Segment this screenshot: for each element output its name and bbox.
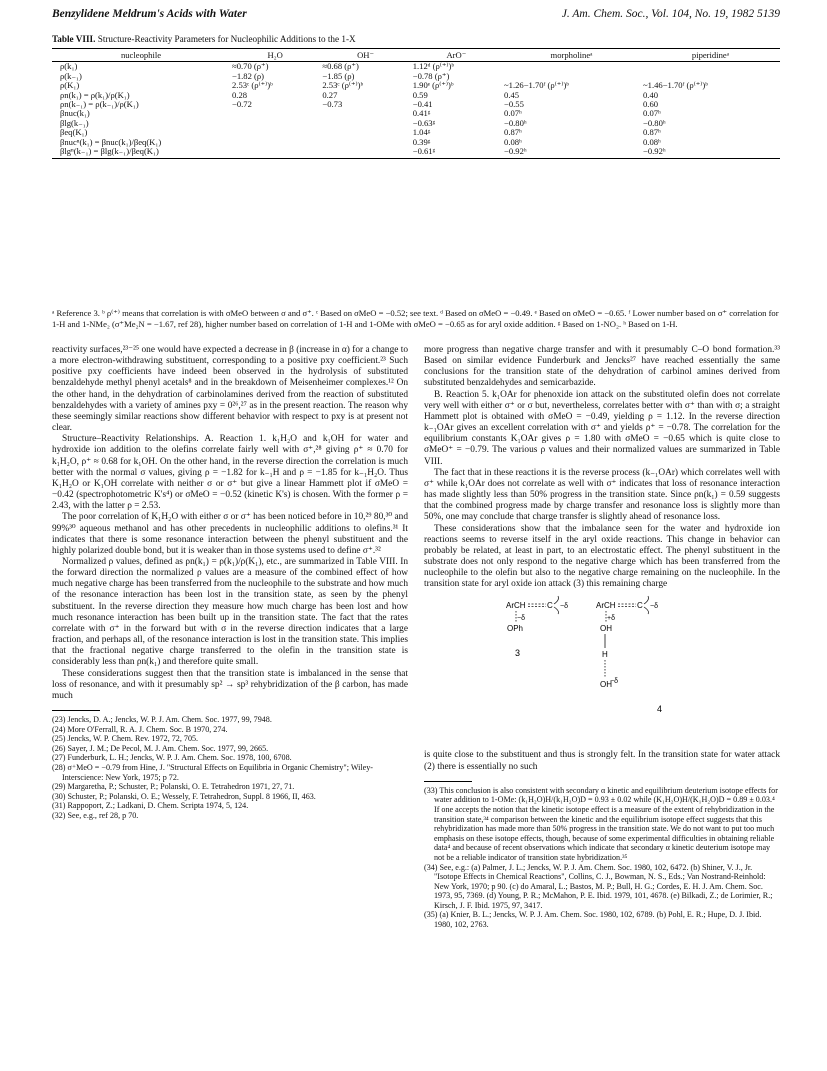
reference: (28) σ⁺MeO = −0.79 from Hine, J. "Structural Effects on Equilibria in Organic Chemistry"; Wiley-Interscience: New York, 1975; p 72.	[52, 762, 373, 782]
reference: (24) More O'Ferrall, R. A. J. Chem. Soc. B 1970, 274.	[52, 724, 228, 734]
table-cell: 0.27	[322, 89, 338, 100]
table-cell: −0.80ʰ	[643, 117, 666, 128]
struct3-delta-minus: −δ	[560, 603, 568, 611]
table-cell	[320, 138, 410, 147]
reference: (35) (a) Knier, B. L.; Jencks, W. P. J. Am. Chem. Soc. 1980, 102, 6789. (b) Pohl, E. R.; Hupe, D. J. Ibid. 1980, 102, 2763.	[424, 910, 762, 930]
row-label: βlgⁿ(k₋₁) = βlg(k₋₁)/βeq(K₁)	[52, 147, 230, 159]
right-references	[424, 786, 780, 930]
table-cell: ~1.46−1.70ᶠ (ρ⁽⁺⁾)ᵇ	[643, 80, 708, 91]
running-header-right: J. Am. Chem. Soc., Vol. 104, No. 19, 1982 5139	[561, 8, 780, 20]
table-cell: 2.53ᶜ (ρ⁽⁺⁾)ᵇ	[232, 80, 273, 91]
table-cell: −0.61ᵍ	[411, 147, 502, 159]
table-cell: ≈0.70 (ρ⁺)	[232, 61, 269, 72]
table-cell	[230, 109, 320, 118]
right-paragraph: more progress than negative charge transfer and with it presumably C–O bond formation.³³ Based on similar evidence Funderburk and Jencks²⁷ have reached essentially the same conclusions for the transition state of the dehydration of carbinol amines derived from substituted benzaldehydes and semicarbazide.	[424, 345, 780, 389]
table-cell: −0.78 (ρ⁺)	[412, 70, 450, 81]
table-cell	[320, 147, 410, 159]
row-label: ρn(k₋₁) = ρ(k₋₁)/ρ(K₁)	[60, 99, 139, 110]
table-cell	[230, 147, 320, 159]
table-cell: −0.63ᵍ	[412, 117, 436, 128]
struct4-h: H	[602, 650, 608, 660]
table-cell	[320, 119, 410, 128]
table-cell	[502, 62, 641, 72]
table-row	[52, 147, 780, 159]
row-label: βlg(k₋₁)	[60, 117, 89, 128]
column-header: piperidineᵃ	[641, 49, 780, 62]
table-cell: 0.41ᵍ	[412, 108, 431, 119]
table-footnotes: ᵃ Reference 3. ᵇ ρ⁽⁺⁾ means that correlation is with σMeO between σ and σ⁺. ᶜ Based on σMeO = −0.52; see text. ᵈ Based on σMeO = −0.49. ᵉ Based on σMeO = −0.65. ᶠ Lower number based on σ⁺ correlation for 1-H and 1-NMe₂ (σ⁺Me₂N = −1.67, ref 28), higher number based on correlation of 1-H and 1-OMe with σMeO = −0.65 as for aryl oxide addition. ᵍ Based on 1-NO₂. ʰ Based on 1-H.	[52, 308, 779, 329]
row-label: βnucⁿ(k₁) = βnuc(k₁)/βeq(K₁)	[60, 136, 162, 147]
column-header: nucleophile	[52, 49, 230, 62]
struct4-ring-arc	[644, 596, 649, 614]
table-cell: 0.87ʰ	[643, 127, 661, 138]
reference: (32) See, e.g., ref 28, p 70.	[52, 810, 139, 820]
right-column	[424, 345, 780, 930]
table-cell: −0.72	[232, 99, 252, 110]
reference: (34) See, e.g.: (a) Palmer, J. L.; Jencks, W. P. J. Am. Chem. Soc. 1980, 102, 6472. (b) Shiner, V. J., Jr. "Isotope Effects in Chemical Reactions", Collins, C. J., Bowman, N. S., Eds.; Van Nostrand-Reinhold: New York, 1970; p 90. (c) do Amaral, L.; Bastos, M. P.; Bull, H. G.; Cordes, E. H. J. Am. Chem. Soc. 1973, 95, 7369. (d) Young, P. R.; McMahon, P. E. Ibid. 1979, 101, 4678. (e) Bilkadi, Z.; de Lorimier, R.; Kirsch, J. F. Ibid. 1975, 97, 3417.	[424, 862, 773, 910]
table-cell	[320, 128, 410, 137]
table-cell	[320, 109, 410, 118]
journal-page	[52, 0, 780, 1071]
struct3-arch: ArCH	[506, 601, 526, 611]
right-paragraph: The fact that in these reactions it is the reverse process (k₋₁OAr) which correlates well with σ⁺ while k₁OAr does not correlate as well with σ⁺ indicates that loss of resonance interaction has made slightly less than 50% progress in the transition state. Since ρn(k₁) = 0.59 suggests that the combined progress made by charge transfer and resonance loss is slightly more than 50%, one may conclude that charge transfer is slightly ahead of resonance loss.	[424, 467, 780, 523]
structure-reactivity-table	[52, 48, 780, 159]
column-header: OH⁻	[320, 49, 410, 62]
table-cell: 0.28	[232, 89, 248, 100]
table-cell: −0.80ʰ	[504, 117, 527, 128]
struct3-carbon: C	[547, 601, 553, 611]
right-paragraph: is quite close to the substituent and thus is strongly felt. In the transition state for water attack (2) there is essentially no such	[424, 750, 780, 772]
table-body	[52, 62, 780, 159]
left-paragraph: The poor correlation of K₁H₂O with either σ or σ⁺ has been noticed before in 10,²⁹ 80,³⁰ and 99%³⁰ aqueous methanol and has other precedents in nucleophilic additions to olefins.³¹ It indicates that there is some resonance interaction between the phenyl substituent and the highly polarized double bond, but it is weaker than in those systems used to define σ⁺.³²	[52, 512, 408, 556]
table-cell: 0.39ᵍ	[412, 136, 431, 147]
table-cell: ~1.26−1.70ᶠ (ρ⁽⁺⁾)ᵇ	[504, 80, 569, 91]
struct3-label: 3	[515, 648, 521, 659]
table-cell: −1.85 (ρ)	[322, 70, 355, 81]
table-cell: −1.82 (ρ)	[232, 70, 265, 81]
reference: (29) Margaretha, P.; Schuster, P.; Polanski, O. E. Tetrahedron 1971, 27, 71.	[52, 782, 295, 792]
table-cell: 0.08ʰ	[643, 136, 661, 147]
struct3-oph: OPh	[507, 624, 524, 634]
running-header	[52, 8, 780, 24]
table-cell: −0.55	[504, 99, 524, 110]
left-paragraph: reactivity surfaces,²³⁻²⁵ one would have expected a decrease in β (increase in α) for a change to a more electron-withdrawing substituent, corresponding to a positive pxy coefficient.²³ Such positive pxy coefficients have indeed been observed in the hydrolysis of substituted benzaldehyde methyl phenyl acetals⁸ and in the breakdown of Meisenheimer complexes.¹² On the other hand, in the dehydration of carbinolamines derived from the reaction of substituted benzaldehydes with a variety of amines pxy = 0²⁶,²⁷ as in the present reaction. The reason why these seemingly similar reactions show different behavior with respect to pxy is at present not clear.	[52, 345, 408, 434]
table-cell	[641, 62, 780, 72]
left-paragraph: Structure–Reactivity Relationships. A. Reaction 1. k₁H₂O and k₁OH for water and hydroxide ion addition to the olefins correlate fairly well with σ⁺,²⁸ giving ρ⁺ ≈ 0.70 for k₁H₂O, ρ⁺ ≈ 0.68 for k₁OH. On the other hand, in the reverse direction the correlation is much better with the normal σ values, giving ρ = −1.82 for k₋₁H and ρ = −1.85 for k₋₁H₂O. Thus K₁H₂O or K₁OH correlate with neither σ or σ⁺ but give a linear Hammett plot if σMeO = −0.42 (spectrophotometric K's⁴) or σMeO = −0.52 (kinetic K's) is chosen. With the former ρ = 2.43, with the latter ρ = 2.53.	[52, 434, 408, 512]
table-cell: 2.53ᶜ (ρ⁽⁺⁾)ᵇ	[322, 80, 364, 91]
table-cell: 0.07ʰ	[504, 108, 522, 119]
right-paragraph: These considerations show that the imbalance seen for the water and hydroxide ion reactions seems to reverse itself in the aryl oxide reactions. This change in behavior can probably be related, at least in part, to an electrostatic effect. The phenyl substituent in the substrate does not only respond to the negative charge which has been transferred from the nucleophile to the olefin but also to the negative charge remaining on the nucleophile. In the transition state for aryl oxide ion attack (3) this remaining charge	[424, 523, 780, 590]
row-label: βnuc(k₁)	[60, 108, 90, 119]
table-cell: 0.08ʰ	[504, 136, 522, 147]
reference: (25) Jencks, W. P. Chem. Rev. 1972, 72, 705.	[52, 734, 199, 744]
left-paragraph: These considerations suggest then that the transition state is imbalanced in the sense that loss of resonance, and with it presumably sp² → sp³ rehybridization of the β carbon, has made much	[52, 668, 408, 701]
table-cell: 0.60	[643, 99, 659, 110]
table-cell: −0.41	[412, 99, 433, 110]
table-cell: 1.04ᵍ	[412, 127, 431, 138]
reference: (33) This conclusion is also consistent with secondary α kinetic and equilibrium deuterium isotope effects for water addition to 1-OMe: (k₁H₂O)H/(k₁H₂O)D = 0.93 ± 0.02 while (K₁H₂O)H/(K₁H₂O)D = 0.89 ± 0.03.⁴ If one accepts the notion that the kinetic isotope effect is a measure of the extent of rehybridization in the transition state,³⁴ comparison between the kinetic and the equilibrium isotope effect suggests that this rehybridization has made more than 50% progress in the transition state. We do not want to put too much emphasis on these isotope effects, though, because of some experimental difficulties in obtaining reliable data⁴ and because of recent observations which indicate that secondary α kinetic deuterium isotope may not be a reliable indicator of transition state hybridization.³⁵	[424, 785, 778, 862]
table-cell: −0.92ʰ	[641, 147, 780, 159]
struct3-delta-minus-o: −δ	[517, 615, 525, 623]
footnote-divider	[52, 710, 100, 711]
reference: (26) Sayer, J. M.; De Pecol, M. J. Am. Chem. Soc. 1977, 99, 2665.	[52, 743, 269, 753]
row-label: ρ(k₁)	[60, 61, 78, 72]
table-cell	[230, 138, 320, 147]
footnote-divider	[424, 781, 472, 782]
left-paragraph: Normalized ρ values, defined as ρn(k₁) = ρ(k₁)/ρ(K₁), etc., are summarized in Table VIII. In the forward direction the normalized ρ values are a measure of the combined effect of how much negative charge has been transferred from the nucleophile to the substrate and how much of the resonance interaction has been lost in the transition state, as seen by the phenyl substituent. In the reverse direction they measure how much charge has been lost and how much resonance interaction has been built up in the transition state. The fact that the rates correlate with σ⁺ in the forward but with σ in the reverse direction indicates that a large fraction, and perhaps all, of the resonance interaction is lost in the transition state. This implies that the fractional negative charge transferred to the olefin in the transition state is considerably less than ρn(k₁) and therefore quite small.	[52, 556, 408, 668]
table-caption	[52, 34, 356, 44]
reference: (27) Funderburk, L. H.; Jencks, W. P. J. Am. Chem. Soc. 1978, 100, 6708.	[52, 753, 292, 763]
running-header-left: Benzylidene Meldrum's Acids with Water	[52, 8, 247, 20]
left-column	[52, 345, 408, 821]
table-cell: −0.73	[322, 99, 343, 110]
struct4-arch: ArCH	[596, 601, 616, 611]
struct4-oh: OH	[600, 624, 612, 634]
table-cell: 0.45	[504, 89, 520, 100]
table-cell: 0.40	[643, 89, 659, 100]
table-cell: 0.59	[412, 89, 428, 100]
row-label: ρ(K₁)	[60, 80, 80, 91]
table-header-row	[52, 49, 780, 62]
struct4-delta-minus: −δ	[650, 603, 658, 611]
row-label: βeq(K₁)	[60, 127, 88, 138]
table-caption-text: Structure-Reactivity Parameters for Nucleophilic Additions to the 1-X	[97, 34, 356, 44]
table-cell: ≈0.68 (ρ⁺)	[322, 61, 359, 72]
reference: (23) Jencks, D. A.; Jencks, W. P. J. Am. Chem. Soc. 1977, 99, 7948.	[52, 715, 272, 724]
row-label: ρn(k₁) = ρ(k₁)/ρ(K₁)	[60, 89, 130, 100]
column-header: morpholineᵃ	[502, 49, 641, 62]
transition-state-structures	[424, 590, 780, 750]
table-cell	[230, 119, 320, 128]
table-cell: −0.92ʰ	[502, 147, 641, 159]
table-cell: 1.12ᵈ (ρ⁽⁺⁾)ᵇ	[412, 61, 455, 72]
table-caption-label: Table VIII.	[52, 34, 96, 44]
reference: (30) Schuster, P.; Polanski, O. E.; Wessely, F. Tetrahedron, Suppl. 8 1966, II, 463.	[52, 791, 316, 801]
column-header: ArO⁻	[411, 49, 502, 62]
struct4-label: 4	[657, 704, 663, 715]
table-cell: 0.07ʰ	[643, 108, 661, 119]
table-cell	[230, 128, 320, 137]
left-references	[52, 715, 408, 821]
struct3-ring-arc	[554, 596, 559, 614]
row-label: ρ(k₋₁)	[60, 70, 82, 81]
right-paragraph: B. Reaction 5. k₁OAr for phenoxide ion attack on the substituted olefin does not correlate very well with either σ⁺ or σ but, nevertheless, correlates better with σ⁺ than with σ; a straight Hammett plot is obtained with σMeO = −0.49, yielding ρ = 1.12. In the reverse direction k₋₁OAr gives an excellent correlation with σ⁺ and yields ρ⁺ = −0.78. The correlation for the equilibrium constants K₁OAr gives ρ = 1.80 with σMeO = −0.65 which is quite close to σMeO⁺ = −0.79. The various ρ values and their normalized values are summarized in Table VIII.	[424, 389, 780, 467]
struct4-oh-bottom: OH	[600, 680, 612, 690]
struct4-carbon: C	[637, 601, 643, 611]
struct4-delta-plus: +δ	[607, 615, 615, 623]
table-cell: 0.87ʰ	[504, 127, 522, 138]
reference: (31) Rappoport, Z.; Ladkani, D. Chem. Scripta 1974, 5, 124.	[52, 801, 249, 811]
structure-diagram	[504, 590, 704, 748]
table-cell: 1.90ᵉ (ρ⁽⁺⁾)ᵇ	[412, 80, 454, 91]
struct4-delta-minus-oh: −δ	[610, 678, 618, 686]
column-header: H₂O	[230, 49, 320, 62]
